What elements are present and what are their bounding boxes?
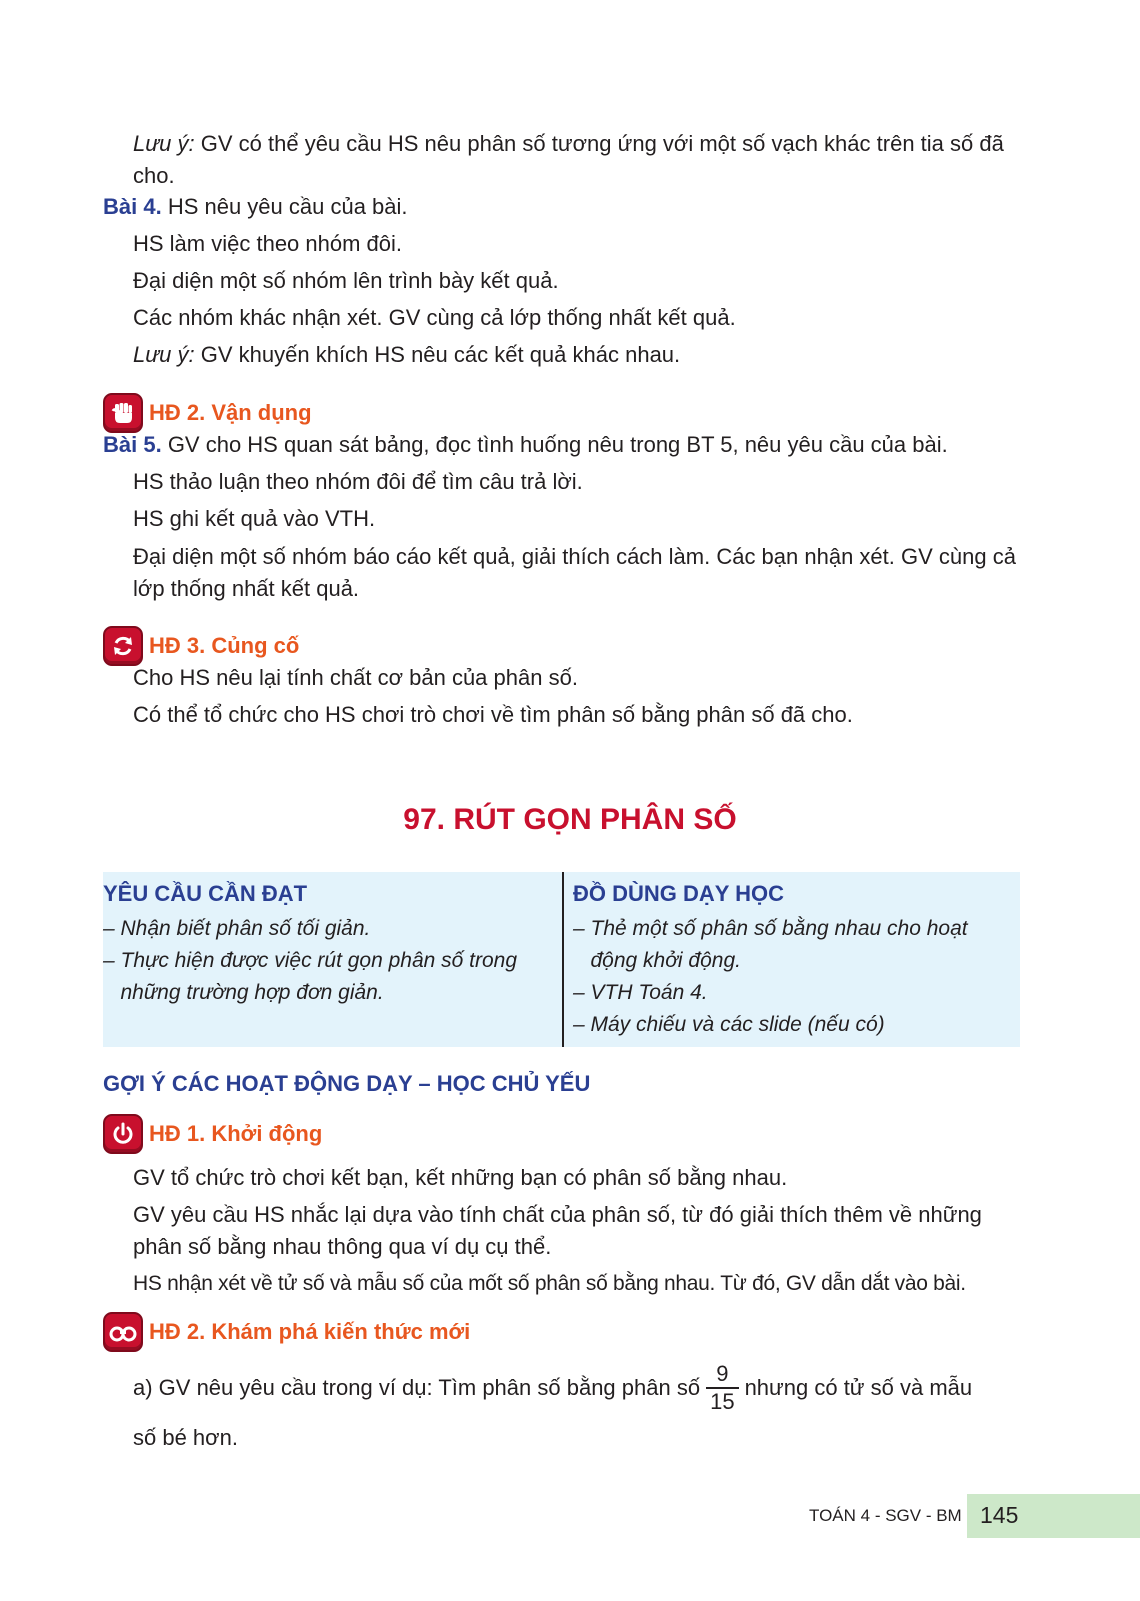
note-line bbox=[133, 128, 1023, 192]
materials-item: – VTH Toán 4. bbox=[573, 981, 708, 1004]
exercise-4-note-label: Lưu ý: bbox=[133, 342, 195, 367]
objectives-box bbox=[103, 872, 1020, 1047]
exercise-5-line: HS ghi kết quả vào VTH. bbox=[133, 506, 376, 531]
binoculars-icon bbox=[103, 1312, 143, 1352]
exercise-4-note-text: GV khuyến khích HS nêu các kết quả khác nhau. bbox=[194, 342, 681, 367]
activities-heading: GỢI Ý CÁC HOẠT ĐỘNG DẠY – HỌC CHỦ YẾU bbox=[103, 1071, 591, 1096]
page-number: 145 bbox=[980, 1502, 1019, 1528]
fist-icon bbox=[103, 393, 143, 433]
warmup-line: GV yêu cầu HS nhắc lại dựa vào tính chất của phân số, từ đó giải thích thêm về những phân số bằng nhau thông qua ví dụ cụ thể. bbox=[133, 1202, 982, 1259]
requirements-item: – Thực hiện được việc rút gọn phân số trong bbox=[103, 949, 518, 972]
refresh-icon bbox=[103, 626, 143, 666]
materials-item: động khởi động. bbox=[573, 949, 741, 972]
column-divider bbox=[562, 872, 564, 1047]
power-icon bbox=[103, 1114, 143, 1154]
consolidation-line: Cho HS nêu lại tính chất cơ bản của phân số. bbox=[133, 665, 578, 690]
note-text: GV có thể yêu cầu HS nêu phân số tương ứng với một số vạch khác trên tia số đã cho. bbox=[133, 131, 1004, 188]
exercise-4-line: Các nhóm khác nhận xét. GV cùng cả lớp thống nhất kết quả. bbox=[133, 305, 736, 330]
activity-heading-label: HĐ 2. Vận dụng bbox=[149, 400, 312, 425]
activity-heading-label: HĐ 2. Khám phá kiến thức mới bbox=[149, 1319, 471, 1344]
example-text-after: nhưng có tử số và mẫu bbox=[744, 1375, 973, 1400]
example-line bbox=[133, 1360, 1023, 1416]
activity-heading-kham-pha bbox=[103, 1312, 470, 1352]
activity-heading-cung-co bbox=[103, 626, 299, 666]
warmup-line: HS nhận xét về tử số và mẫu số của mốt số phân số bằng nhau. Từ đó, GV dẫn dắt vào bài. bbox=[133, 1272, 966, 1295]
exercise-4 bbox=[103, 191, 408, 223]
fraction-denominator: 15 bbox=[710, 1389, 735, 1414]
materials-item: – Thẻ một số phân số bằng nhau cho hoạt bbox=[573, 917, 968, 940]
materials-heading: ĐỒ DÙNG DẠY HỌC bbox=[573, 881, 785, 906]
materials-item: – Máy chiếu và các slide (nếu có) bbox=[573, 1013, 885, 1036]
exercise-5 bbox=[103, 429, 948, 461]
materials-column bbox=[573, 872, 1013, 1041]
warmup-line: GV tổ chức trò chơi kết bạn, kết những bạn có phân số bằng nhau. bbox=[133, 1165, 788, 1190]
requirements-item: – Nhận biết phân số tối giản. bbox=[103, 917, 371, 940]
exercise-5-line: Đại diện một số nhóm báo cáo kết quả, giải thích cách làm. Các bạn nhận xét. GV cùng cả lớp thống nhất kết quả. bbox=[133, 544, 1016, 601]
activity-heading-van-dung bbox=[103, 393, 312, 433]
exercise-4-line: Đại diện một số nhóm lên trình bày kết quả. bbox=[133, 268, 559, 293]
requirements-column bbox=[103, 872, 553, 1009]
example-line-cont: số bé hơn. bbox=[133, 1425, 238, 1450]
exercise-4-text: HS nêu yêu cầu của bài. bbox=[161, 194, 408, 219]
exercise-5-line: HS thảo luận theo nhóm đôi để tìm câu trả lời. bbox=[133, 469, 583, 494]
fraction-numerator: 9 bbox=[706, 1361, 738, 1389]
activity-heading-khoi-dong bbox=[103, 1114, 322, 1154]
exercise-4-label: Bài 4. bbox=[103, 194, 162, 219]
consolidation-line: Có thể tổ chức cho HS chơi trò chơi về tìm phân số bằng phân số đã cho. bbox=[133, 702, 853, 727]
book-title: TOÁN 4 - SGV - BM bbox=[809, 1506, 962, 1525]
requirements-item: những trường hợp đơn giản. bbox=[103, 981, 384, 1004]
example-text-before: a) GV nêu yêu cầu trong ví dụ: Tìm phân số bằng phân số bbox=[133, 1375, 701, 1400]
exercise-5-text: GV cho HS quan sát bảng, đọc tình huống nêu trong BT 5, nêu yêu cầu của bài. bbox=[161, 432, 948, 457]
exercise-4-line: HS làm việc theo nhóm đôi. bbox=[133, 231, 403, 256]
activity-heading-label: HĐ 3. Củng cố bbox=[149, 633, 300, 658]
exercise-5-label: Bài 5. bbox=[103, 432, 162, 457]
note-label: Lưu ý: bbox=[133, 131, 195, 156]
fraction bbox=[706, 1361, 738, 1415]
requirements-heading: YÊU CẦU CẦN ĐẠT bbox=[103, 881, 308, 906]
exercise-4-note bbox=[133, 339, 1023, 371]
activity-heading-label: HĐ 1. Khởi động bbox=[149, 1121, 323, 1146]
lesson-title: 97. RÚT GỌN PHÂN SỐ bbox=[403, 803, 737, 836]
